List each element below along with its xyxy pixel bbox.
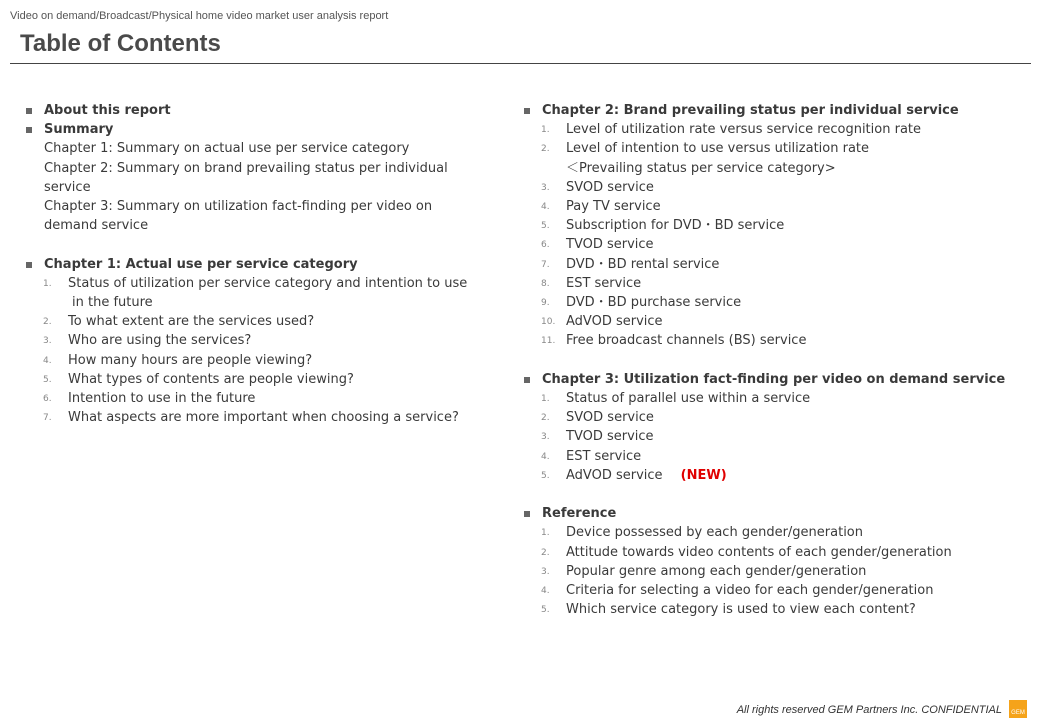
list-item (524, 293, 1024, 312)
item-number: 5. (43, 374, 52, 385)
section-heading: About this report (44, 103, 171, 118)
square-bullet-icon (524, 377, 530, 383)
summary-line: Chapter 1: Summary on actual use per service category (44, 141, 410, 157)
list-item (26, 389, 476, 408)
toc-right-column (524, 101, 1024, 639)
square-bullet-icon (26, 262, 32, 268)
item-number: 2. (541, 547, 550, 558)
item-text: AdVOD service (566, 314, 663, 330)
item-text: Popular genre among each gender/generation (566, 563, 867, 579)
item-text: Status of utilization per service category and intention to use (68, 275, 468, 291)
list-item (26, 351, 476, 370)
square-bullet-icon (26, 127, 32, 133)
list-item (524, 543, 1024, 562)
toc-section-about (26, 101, 476, 120)
item-number: 3. (541, 566, 550, 577)
item-text-continued: in the future (72, 295, 153, 311)
item-number: 8. (541, 278, 550, 289)
item-number: 2. (541, 413, 550, 424)
item-text-continued: ＜Prevailing status per service category> (566, 160, 836, 176)
list-item (524, 255, 1024, 274)
square-bullet-icon (524, 511, 530, 517)
item-text: EST service (566, 448, 642, 464)
chapter3-list (524, 389, 1024, 485)
summary-line: demand service (44, 218, 149, 234)
item-number: 5. (541, 221, 550, 232)
summary-line: service (44, 179, 91, 195)
item-text: TVOD service (566, 237, 654, 253)
item-number: 3. (541, 432, 550, 443)
item-text: Level of utilization rate versus service recognition rate (566, 122, 921, 138)
item-text: Pay TV service (566, 199, 661, 215)
copyright-footer: All rights reserved GEM Partners Inc. CONFIDENTIAL (736, 704, 1002, 716)
item-text: Status of parallel use within a service (566, 391, 811, 407)
section-heading: Reference (542, 506, 617, 522)
item-number: 11. (541, 336, 556, 347)
section-heading-row (524, 370, 1024, 389)
item-number: 2. (541, 144, 550, 155)
item-number: 2. (43, 317, 52, 328)
chapter1-list (26, 274, 476, 428)
item-text: Who are using the services? (68, 333, 252, 349)
list-item (524, 581, 1024, 600)
item-text: SVOD service (566, 410, 654, 426)
list-item (524, 408, 1024, 427)
list-item (26, 331, 476, 350)
toc-section-chapter3 (524, 370, 1024, 485)
new-badge: (NEW) (680, 467, 727, 483)
list-item (524, 466, 1024, 485)
item-text: DVD・BD purchase service (566, 295, 742, 311)
section-heading-row (26, 255, 476, 274)
item-number: 4. (541, 202, 550, 213)
section-heading-row (524, 504, 1024, 523)
item-number: 4. (541, 451, 550, 462)
item-text: EST service (566, 275, 642, 291)
list-item (524, 331, 1024, 350)
item-text: Which service category is used to view each content? (566, 602, 916, 618)
item-text: Device possessed by each gender/generation (566, 525, 863, 541)
list-item (26, 370, 476, 389)
company-logo: GEM (1009, 700, 1027, 718)
item-text: What aspects are more important when choosing a service? (68, 410, 459, 426)
section-heading-row (26, 120, 476, 139)
item-number: 5. (541, 605, 550, 616)
list-item (524, 235, 1024, 254)
item-text: Intention to use in the future (68, 391, 256, 407)
list-item (524, 600, 1024, 619)
section-heading: Chapter 3: Utilization fact-finding per video on demand service (542, 371, 1006, 387)
item-number: 7. (541, 259, 550, 270)
square-bullet-icon (26, 108, 32, 114)
item-number: 4. (541, 586, 550, 597)
item-number: 4. (43, 355, 52, 366)
list-item (524, 216, 1024, 235)
title-divider (10, 63, 1031, 64)
section-heading-row (524, 101, 1024, 120)
item-text: Criteria for selecting a video for each gender/generation (566, 583, 934, 599)
item-number: 3. (43, 336, 52, 347)
item-text: DVD・BD rental service (566, 256, 720, 272)
toc-left-column (26, 101, 476, 447)
square-bullet-icon (524, 108, 530, 114)
item-text: Subscription for DVD・BD service (566, 218, 785, 234)
item-text: To what extent are the services used? (68, 314, 315, 330)
item-text: SVOD service (566, 179, 654, 195)
summary-line: Chapter 3: Summary on utilization fact-finding per video on (44, 199, 433, 215)
item-text: TVOD service (566, 429, 654, 445)
item-number: 1. (541, 528, 550, 539)
report-header: Video on demand/Broadcast/Physical home video market user analysis report (10, 10, 389, 22)
item-number: 1. (541, 394, 550, 405)
list-item (26, 274, 476, 312)
list-item (524, 178, 1024, 197)
list-item (26, 312, 476, 331)
item-text: What types of contents are people viewing? (68, 371, 354, 387)
item-number: 1. (43, 278, 52, 289)
item-number: 9. (541, 298, 550, 309)
toc-section-chapter1 (26, 255, 476, 428)
item-text: How many hours are people viewing? (68, 352, 313, 368)
chapter2-list (524, 120, 1024, 350)
list-item (26, 408, 476, 427)
item-text: AdVOD service (566, 467, 663, 483)
list-item (524, 120, 1024, 139)
item-text: Free broadcast channels (BS) service (566, 333, 807, 349)
toc-section-summary (26, 120, 476, 235)
list-item (524, 389, 1024, 408)
toc-section-reference (524, 504, 1024, 619)
section-heading: Chapter 1: Actual use per service category (44, 256, 358, 272)
list-item (524, 523, 1024, 542)
list-item (524, 274, 1024, 293)
list-item (524, 447, 1024, 466)
item-number: 6. (43, 394, 52, 405)
list-item (524, 312, 1024, 331)
item-number: 1. (541, 125, 550, 136)
item-number: 7. (43, 413, 52, 424)
page-title: Table of Contents (20, 30, 221, 57)
list-item (524, 427, 1024, 446)
list-item (524, 139, 1024, 177)
section-heading: Chapter 2: Brand prevailing status per individual service (542, 103, 959, 118)
item-number: 10. (541, 317, 556, 328)
reference-list (524, 523, 1024, 619)
item-number: 6. (541, 240, 550, 251)
summary-line: Chapter 2: Summary on brand prevailing status per individual (44, 160, 448, 176)
toc-section-chapter2 (524, 101, 1024, 351)
item-text: Level of intention to use versus utilization rate (566, 141, 870, 157)
item-number: 5. (541, 470, 550, 481)
item-number: 3. (541, 182, 550, 193)
section-heading: Summary (44, 122, 114, 138)
item-text: Attitude towards video contents of each gender/generation (566, 544, 952, 560)
list-item (524, 562, 1024, 581)
list-item (524, 197, 1024, 216)
